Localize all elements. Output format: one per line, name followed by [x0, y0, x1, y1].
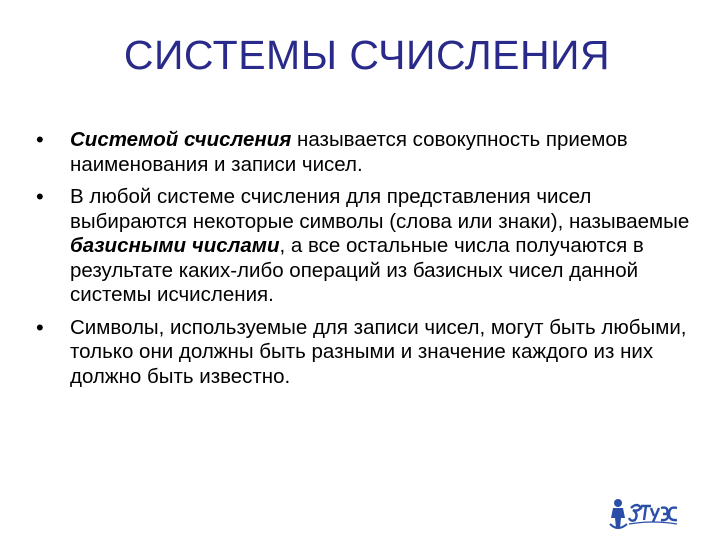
- bullet-text: Символы, используемые для записи чисел, могут быть любыми, только они должны быть разными и значение каждого из них должно быть известно.: [70, 315, 687, 388]
- term-numeral-system: Системой счисления: [70, 128, 292, 151]
- bullet-dot: •: [36, 314, 44, 340]
- bullet-list: [36, 128, 696, 397]
- term-basis-numbers: базисными числами: [70, 234, 280, 257]
- university-logo-graphic: [607, 494, 679, 534]
- bullet-item-3: [36, 316, 696, 390]
- bullet-text: называется совокупность приемов наименования и записи чисел.: [70, 128, 628, 176]
- bullet-text-after: , а все остальные числа получаются в результате каких-либо операций из базисных чисел данной системы исчисления.: [70, 234, 644, 306]
- university-logo-icon: [607, 494, 679, 534]
- bullet-item-1: [36, 128, 696, 177]
- bullet-dot: •: [36, 184, 44, 209]
- slide-title: СИСТЕМЫ СЧИСЛЕНИЯ: [123, 32, 611, 78]
- bullet-item-2: [36, 185, 696, 308]
- bullet-text-before: В любой системе счисления для представления чисел выбираются некоторые символы (слова или знаки), называемые: [70, 185, 690, 233]
- bullet-dot: •: [36, 127, 44, 152]
